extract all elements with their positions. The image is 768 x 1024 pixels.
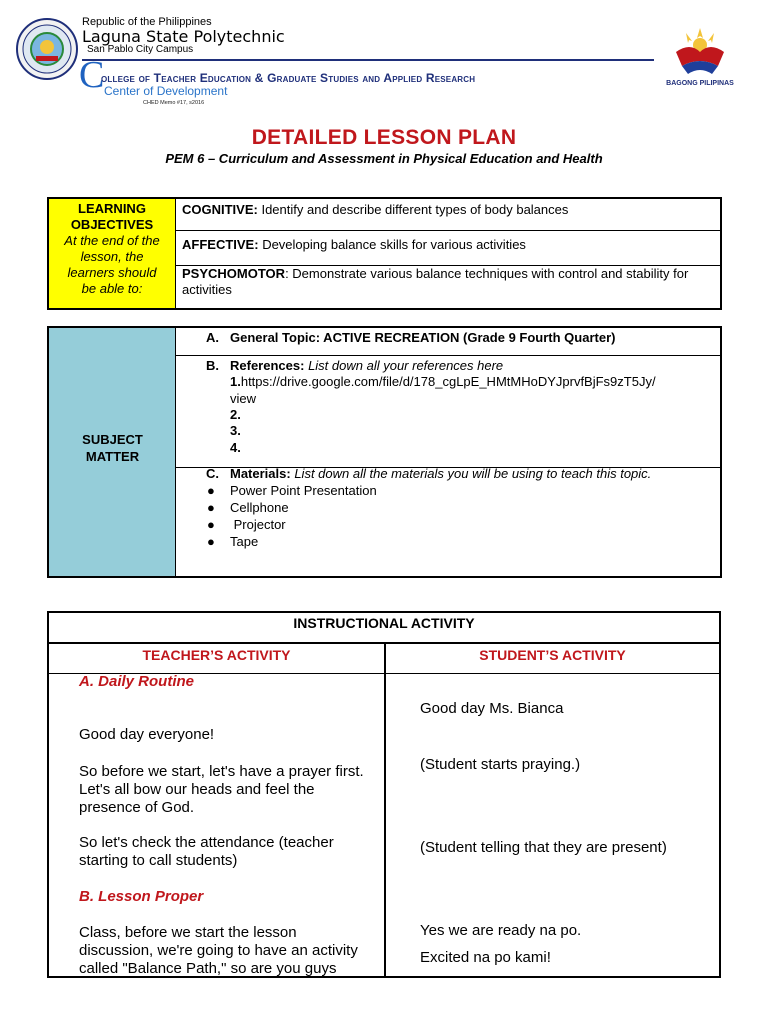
bullet-icon: ●: [207, 534, 215, 549]
objectives-intro-line: lesson, the: [80, 249, 144, 264]
reference-1-cont[interactable]: view: [230, 391, 257, 406]
material-item: Cellphone: [230, 500, 289, 515]
affective-label: AFFECTIVE:: [182, 237, 259, 252]
teacher-attendance-line: So let's check the attendance (teacher: [79, 834, 334, 851]
teacher-greeting: Good day everyone!: [79, 726, 215, 743]
reference-1-link[interactable]: https://drive.google.com/file/d/178_cgLpE_HMtMHoDYJprvfBjFs9zT5Jy/: [240, 374, 656, 389]
materials-label: Materials:: [230, 466, 291, 481]
document-title: DETAILED LESSON PLAN: [251, 126, 517, 149]
ched-memo: CHED Memo #17, s2016: [143, 100, 205, 106]
header-rule: [82, 59, 654, 61]
teacher-activity-line: called "Balance Path," so are you guys: [79, 960, 337, 977]
subject-matter-label-line2: MATTER: [85, 449, 140, 464]
topic-letter: A.: [206, 330, 219, 345]
bagong-pilipinas-logo: [659, 22, 741, 90]
psychomotor-text: : Demonstrate various balance techniques with control and stability for activities: [182, 266, 689, 297]
materials-heading: [230, 466, 651, 483]
course-subtitle: PEM 6 – Curriculum and Assessment in Physical Education and Health: [165, 151, 603, 166]
objectives-intro-line: be able to:: [81, 281, 143, 296]
bullet-icon: ●: [207, 483, 215, 498]
republic-text: Republic of the Philippines: [82, 16, 212, 28]
teacher-activity-line: Class, before we start the lesson: [79, 924, 297, 941]
bullet-icon: ●: [207, 500, 215, 515]
bullet-icon: ●: [207, 517, 215, 532]
student-excited: Excited na po kami!: [420, 949, 551, 966]
subject-matter-label: [49, 431, 176, 465]
reference-1: [230, 374, 656, 391]
objectives-heading-line1: LEARNING: [78, 201, 146, 216]
material-item: Projector: [230, 517, 286, 532]
psychomotor-label: PSYCHOMOTOR: [182, 266, 286, 281]
cognitive-label: COGNITIVE:: [182, 202, 258, 217]
student-activity-heading: STUDENT’S ACTIVITY: [479, 647, 626, 663]
subject-matter-table: [47, 326, 722, 578]
student-praying: (Student starts praying.): [420, 756, 581, 773]
campus-name: San Pablo City Campus: [87, 44, 194, 55]
reference-4: 4.: [230, 440, 241, 455]
college-initial: C: [79, 54, 105, 96]
university-name: Laguna State Polytechnic: [82, 27, 285, 46]
references-row: [176, 356, 720, 468]
teacher-prayer-line: So before we start, let's have a prayer first.: [79, 763, 364, 780]
material-item: Tape: [230, 534, 259, 549]
teacher-attendance: [79, 834, 334, 870]
subject-matter-label-cell: [49, 328, 176, 576]
teacher-prayer-line: presence of God.: [79, 799, 195, 816]
svg-text:BAGONG PILIPINAS: BAGONG PILIPINAS: [666, 80, 734, 87]
references-letter: B.: [206, 358, 219, 373]
teacher-activity-intro: [79, 924, 358, 978]
affective-text: Developing balance skills for various activities: [262, 237, 526, 252]
student-ready: Yes we are ready na po.: [420, 922, 582, 939]
general-topic: General Topic: ACTIVE RECREATION (Grade 9 Fourth Quarter): [230, 330, 616, 345]
material-item: Power Point Presentation: [230, 483, 377, 498]
reference-3: 3.: [230, 423, 241, 438]
instructional-activity-heading: INSTRUCTIONAL ACTIVITY: [49, 613, 719, 644]
psychomotor-row: [176, 266, 720, 308]
objectives-intro-line: learners should: [67, 265, 157, 280]
reference-1-number: 1.: [230, 374, 241, 389]
materials-row: [176, 468, 720, 576]
teacher-attendance-line: starting to call students): [79, 852, 238, 869]
lspu-seal-logo: [16, 18, 78, 80]
reference-2: 2.: [230, 407, 241, 422]
daily-routine-heading: A. Daily Routine: [79, 673, 195, 690]
affective-row: [176, 231, 720, 266]
general-topic-row: [176, 328, 720, 356]
subject-matter-label-line1: SUBJECT: [82, 432, 143, 447]
materials-letter: C.: [206, 466, 219, 481]
materials-hint: List down all the materials you will be using to teach this topic.: [294, 466, 652, 481]
cognitive-row: [176, 199, 720, 231]
objectives-intro-line: At the end of the: [64, 233, 160, 248]
teacher-prayer-line: Let's all bow our heads and feel the: [79, 781, 315, 798]
college-name: ollege of Teacher Education & Graduate Studies and Applied Research: [101, 71, 476, 85]
objectives-heading-cell: [49, 199, 176, 308]
cognitive-text: Identify and describe different types of body balances: [261, 202, 569, 217]
references-label: References:: [230, 358, 305, 373]
references-hint: List down all your references here: [308, 358, 504, 373]
references-heading: [230, 358, 503, 375]
objectives-heading-line2: OBJECTIVES: [70, 217, 154, 232]
instructional-activity-table: [47, 611, 721, 978]
student-present: (Student telling that they are present): [420, 839, 667, 856]
teacher-activity-line: discussion, we're going to have an activity: [79, 942, 358, 959]
objectives-table: [47, 197, 722, 310]
center-of-development: Center of Development: [104, 84, 228, 98]
column-divider: [384, 644, 386, 976]
student-greeting: Good day Ms. Bianca: [420, 700, 564, 717]
teacher-prayer: [79, 763, 364, 817]
teacher-activity-heading: TEACHER’S ACTIVITY: [142, 647, 291, 663]
lesson-proper-heading: B. Lesson Proper: [79, 888, 204, 905]
